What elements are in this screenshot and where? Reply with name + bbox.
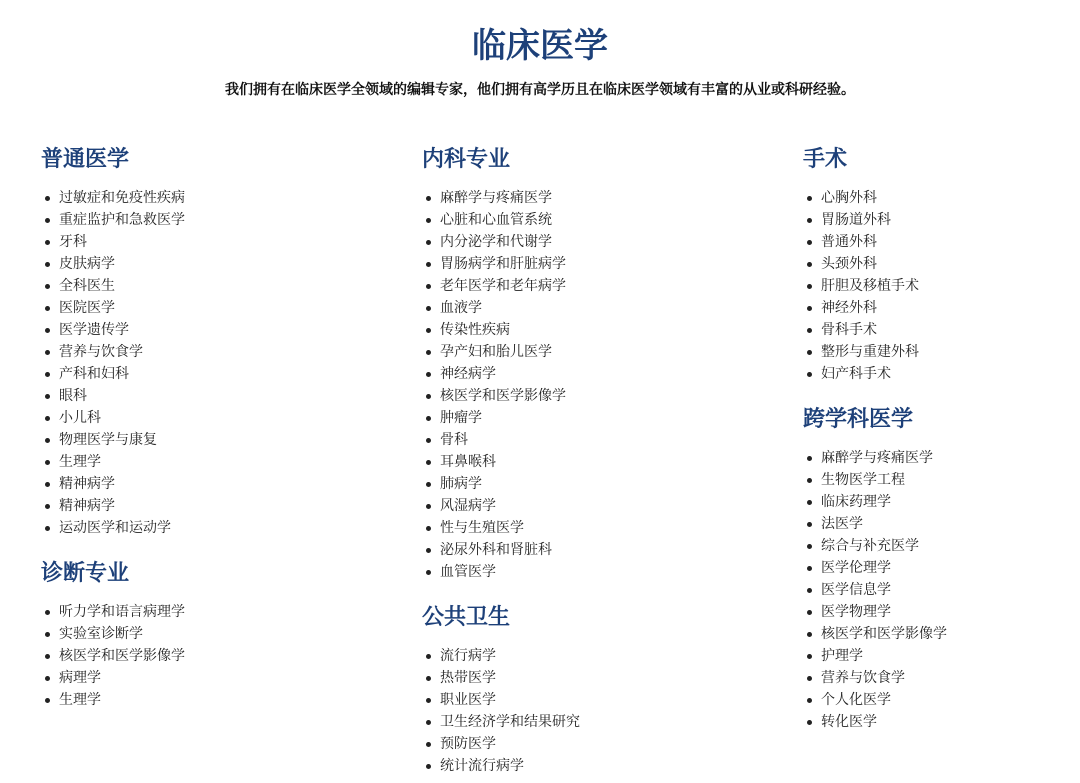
bullet-icon (45, 676, 50, 681)
list-item (41, 601, 361, 623)
list-item (803, 491, 1080, 513)
section-heading: 诊断专业 (41, 561, 130, 586)
list-item-label: 神经外科 (821, 300, 877, 316)
bullet-icon (45, 460, 50, 465)
list-item-label: 泌尿外科和肾脏科 (440, 542, 552, 558)
bullet-icon (426, 570, 431, 575)
bullet-icon (426, 504, 431, 509)
list-item (41, 209, 361, 231)
column-2 (422, 143, 742, 783)
bullet-icon (426, 284, 431, 289)
list-item (803, 341, 1080, 363)
list-item (422, 561, 742, 583)
list-item-label: 孕产妇和胎儿医学 (440, 344, 552, 360)
list-item-label: 医学物理学 (821, 604, 891, 620)
bullet-icon (45, 632, 50, 637)
bullet-icon (807, 720, 812, 725)
list-item (803, 231, 1080, 253)
list-item-label: 护理学 (821, 648, 863, 664)
list-item-label: 核医学和医学影像学 (440, 388, 566, 404)
list-item (422, 385, 742, 407)
list-item (422, 275, 742, 297)
list-item-label: 精神病学 (59, 498, 115, 514)
list-item (422, 297, 742, 319)
bullet-icon (426, 742, 431, 747)
list-item-label: 血管医学 (440, 564, 496, 580)
bullet-icon (807, 566, 812, 571)
bullet-icon (807, 610, 812, 615)
list-item (41, 667, 361, 689)
list-item-label: 肝胆及移植手术 (821, 278, 919, 294)
bullet-icon (45, 218, 50, 223)
list-item-label: 血液学 (440, 300, 482, 316)
list-item-label: 热带医学 (440, 670, 496, 686)
list-item (422, 429, 742, 451)
bullet-icon (426, 372, 431, 377)
bullet-icon (807, 544, 812, 549)
bullet-icon (807, 654, 812, 659)
bullet-icon (807, 284, 812, 289)
bullet-icon (426, 720, 431, 725)
list-item (422, 473, 742, 495)
list-item-label: 心脏和心血管系统 (440, 212, 552, 228)
list-item (422, 733, 742, 755)
list-item-label: 胃肠道外科 (821, 212, 891, 228)
bullet-icon (807, 328, 812, 333)
bullet-icon (807, 698, 812, 703)
bullet-icon (807, 676, 812, 681)
list-item (803, 209, 1080, 231)
list-item-label: 心胸外科 (821, 190, 877, 206)
bullet-icon (807, 500, 812, 505)
column-1 (41, 143, 361, 729)
list-item (803, 623, 1080, 645)
list-item-label: 骨科手术 (821, 322, 877, 338)
list-item-label: 卫生经济学和结果研究 (440, 714, 580, 730)
list-item (803, 557, 1080, 579)
bullet-icon (426, 526, 431, 531)
list-item (41, 363, 361, 385)
list-item (422, 451, 742, 473)
list-item-label: 流行病学 (440, 648, 496, 664)
list-item-label: 物理医学与康复 (59, 432, 157, 448)
section-item-list (803, 447, 1080, 733)
list-item (422, 319, 742, 341)
list-item-label: 核医学和医学影像学 (821, 626, 947, 642)
bullet-icon (807, 588, 812, 593)
list-item-label: 麻醉学与疼痛医学 (440, 190, 552, 206)
bullet-icon (45, 262, 50, 267)
bullet-icon (45, 196, 50, 201)
list-item-label: 精神病学 (59, 476, 115, 492)
list-item (41, 275, 361, 297)
bullet-icon (807, 262, 812, 267)
page-title: 临床医学 (472, 26, 608, 66)
list-item-label: 普通外科 (821, 234, 877, 250)
list-item (803, 667, 1080, 689)
section-heading: 跨学科医学 (803, 407, 914, 432)
list-item (803, 275, 1080, 297)
list-item (41, 517, 361, 539)
bullet-icon (807, 478, 812, 483)
list-item-label: 牙科 (59, 234, 87, 250)
bullet-icon (426, 240, 431, 245)
bullet-icon (426, 394, 431, 399)
bullet-icon (45, 504, 50, 509)
section-item-list (803, 187, 1080, 385)
bullet-icon (45, 438, 50, 443)
list-item (41, 407, 361, 429)
list-item (41, 645, 361, 667)
list-item (803, 711, 1080, 733)
list-item (422, 711, 742, 733)
bullet-icon (426, 196, 431, 201)
list-item-label: 重症监护和急救医学 (59, 212, 185, 228)
list-item (422, 495, 742, 517)
list-item (803, 187, 1080, 209)
list-item-label: 临床药理学 (821, 494, 891, 510)
list-item (422, 209, 742, 231)
list-item (422, 645, 742, 667)
bullet-icon (45, 416, 50, 421)
bullet-icon (45, 698, 50, 703)
section-item-list (41, 187, 361, 539)
list-item-label: 内分泌学和代谢学 (440, 234, 552, 250)
bullet-icon (807, 350, 812, 355)
list-item (422, 667, 742, 689)
bullet-icon (426, 482, 431, 487)
list-item (41, 495, 361, 517)
list-item-label: 预防医学 (440, 736, 496, 752)
section-heading: 公共卫生 (422, 605, 511, 630)
list-item-label: 运动医学和运动学 (59, 520, 171, 536)
list-item-label: 医学遗传学 (59, 322, 129, 338)
list-item (41, 231, 361, 253)
bullet-icon (45, 284, 50, 289)
bullet-icon (426, 698, 431, 703)
bullet-icon (426, 328, 431, 333)
bullet-icon (807, 522, 812, 527)
bullet-icon (45, 526, 50, 531)
list-item (422, 689, 742, 711)
bullet-icon (45, 350, 50, 355)
bullet-icon (426, 676, 431, 681)
list-item-label: 性与生殖医学 (440, 520, 524, 536)
list-item (422, 363, 742, 385)
list-item-label: 肿瘤学 (440, 410, 482, 426)
list-item-label: 统计流行病学 (440, 758, 524, 774)
list-item (41, 319, 361, 341)
bullet-icon (45, 240, 50, 245)
list-item (803, 513, 1080, 535)
bullet-icon (426, 764, 431, 769)
bullet-icon (45, 394, 50, 399)
list-item (803, 601, 1080, 623)
list-item-label: 听力学和语言病理学 (59, 604, 185, 620)
list-item (803, 535, 1080, 557)
list-item-label: 小儿科 (59, 410, 101, 426)
list-item (422, 253, 742, 275)
list-item-label: 营养与饮食学 (821, 670, 905, 686)
list-item-label: 头颈外科 (821, 256, 877, 272)
list-item-label: 职业医学 (440, 692, 496, 708)
list-item-label: 胃肠病学和肝脏病学 (440, 256, 566, 272)
list-item-label: 病理学 (59, 670, 101, 686)
list-item-label: 个人化医学 (821, 692, 891, 708)
list-item (803, 319, 1080, 341)
bullet-icon (45, 328, 50, 333)
list-item (803, 469, 1080, 491)
page-subtitle: 我们拥有在临床医学全领域的编辑专家，他们拥有高学历且在临床医学领域有丰富的从业或科研经验。 (225, 82, 855, 98)
bullet-icon (45, 610, 50, 615)
list-item-label: 过敏症和免疫性疾病 (59, 190, 185, 206)
list-item-label: 全科医生 (59, 278, 115, 294)
bullet-icon (426, 218, 431, 223)
section-item-list (422, 645, 742, 777)
list-item (422, 407, 742, 429)
list-item (803, 253, 1080, 275)
bullet-icon (807, 306, 812, 311)
section-heading: 内科专业 (422, 147, 511, 172)
bullet-icon (426, 262, 431, 267)
bullet-icon (45, 482, 50, 487)
bullet-icon (807, 196, 812, 201)
list-item-label: 综合与补充医学 (821, 538, 919, 554)
list-item (41, 689, 361, 711)
list-item (803, 363, 1080, 385)
bullet-icon (45, 306, 50, 311)
list-item (422, 341, 742, 363)
list-item (41, 187, 361, 209)
list-item-label: 营养与饮食学 (59, 344, 143, 360)
section-item-list (41, 601, 361, 711)
bullet-icon (807, 456, 812, 461)
list-item (803, 579, 1080, 601)
list-item-label: 传染性疾病 (440, 322, 510, 338)
column-3 (803, 143, 1080, 751)
list-item (41, 341, 361, 363)
list-item (41, 623, 361, 645)
list-item (41, 385, 361, 407)
list-item-label: 转化医学 (821, 714, 877, 730)
list-item-label: 医学伦理学 (821, 560, 891, 576)
section-item-list (422, 187, 742, 583)
bullet-icon (807, 218, 812, 223)
bullet-icon (426, 548, 431, 553)
bullet-icon (807, 240, 812, 245)
list-item-label: 生物医学工程 (821, 472, 905, 488)
list-item-label: 医院医学 (59, 300, 115, 316)
bullet-icon (426, 306, 431, 311)
bullet-icon (45, 654, 50, 659)
section-heading: 普通医学 (41, 147, 130, 172)
list-item-label: 生理学 (59, 692, 101, 708)
list-item-label: 产科和妇科 (59, 366, 129, 382)
list-item (422, 231, 742, 253)
list-item-label: 妇产科手术 (821, 366, 891, 382)
list-item-label: 生理学 (59, 454, 101, 470)
list-item-label: 神经病学 (440, 366, 496, 382)
bullet-icon (807, 632, 812, 637)
list-item (422, 539, 742, 561)
bullet-icon (426, 654, 431, 659)
list-item-label: 实验室诊断学 (59, 626, 143, 642)
list-item (41, 297, 361, 319)
bullet-icon (426, 350, 431, 355)
bullet-icon (45, 372, 50, 377)
list-item-label: 医学信息学 (821, 582, 891, 598)
list-item (422, 187, 742, 209)
list-item-label: 骨科 (440, 432, 468, 448)
list-item-label: 皮肤病学 (59, 256, 115, 272)
list-item-label: 整形与重建外科 (821, 344, 919, 360)
list-item-label: 老年医学和老年病学 (440, 278, 566, 294)
list-item (422, 517, 742, 539)
list-item-label: 风湿病学 (440, 498, 496, 514)
bullet-icon (426, 438, 431, 443)
list-item (41, 473, 361, 495)
list-item (41, 429, 361, 451)
section-heading: 手术 (803, 147, 848, 172)
list-item (41, 253, 361, 275)
list-item (803, 689, 1080, 711)
bullet-icon (807, 372, 812, 377)
bullet-icon (426, 460, 431, 465)
list-item (803, 297, 1080, 319)
list-item-label: 眼科 (59, 388, 87, 404)
list-item-label: 麻醉学与疼痛医学 (821, 450, 933, 466)
list-item-label: 核医学和医学影像学 (59, 648, 185, 664)
list-item (803, 447, 1080, 469)
list-item (422, 755, 742, 777)
list-item-label: 法医学 (821, 516, 863, 532)
list-item (41, 451, 361, 473)
list-item-label: 肺病学 (440, 476, 482, 492)
list-item-label: 耳鼻喉科 (440, 454, 496, 470)
bullet-icon (426, 416, 431, 421)
list-item (803, 645, 1080, 667)
